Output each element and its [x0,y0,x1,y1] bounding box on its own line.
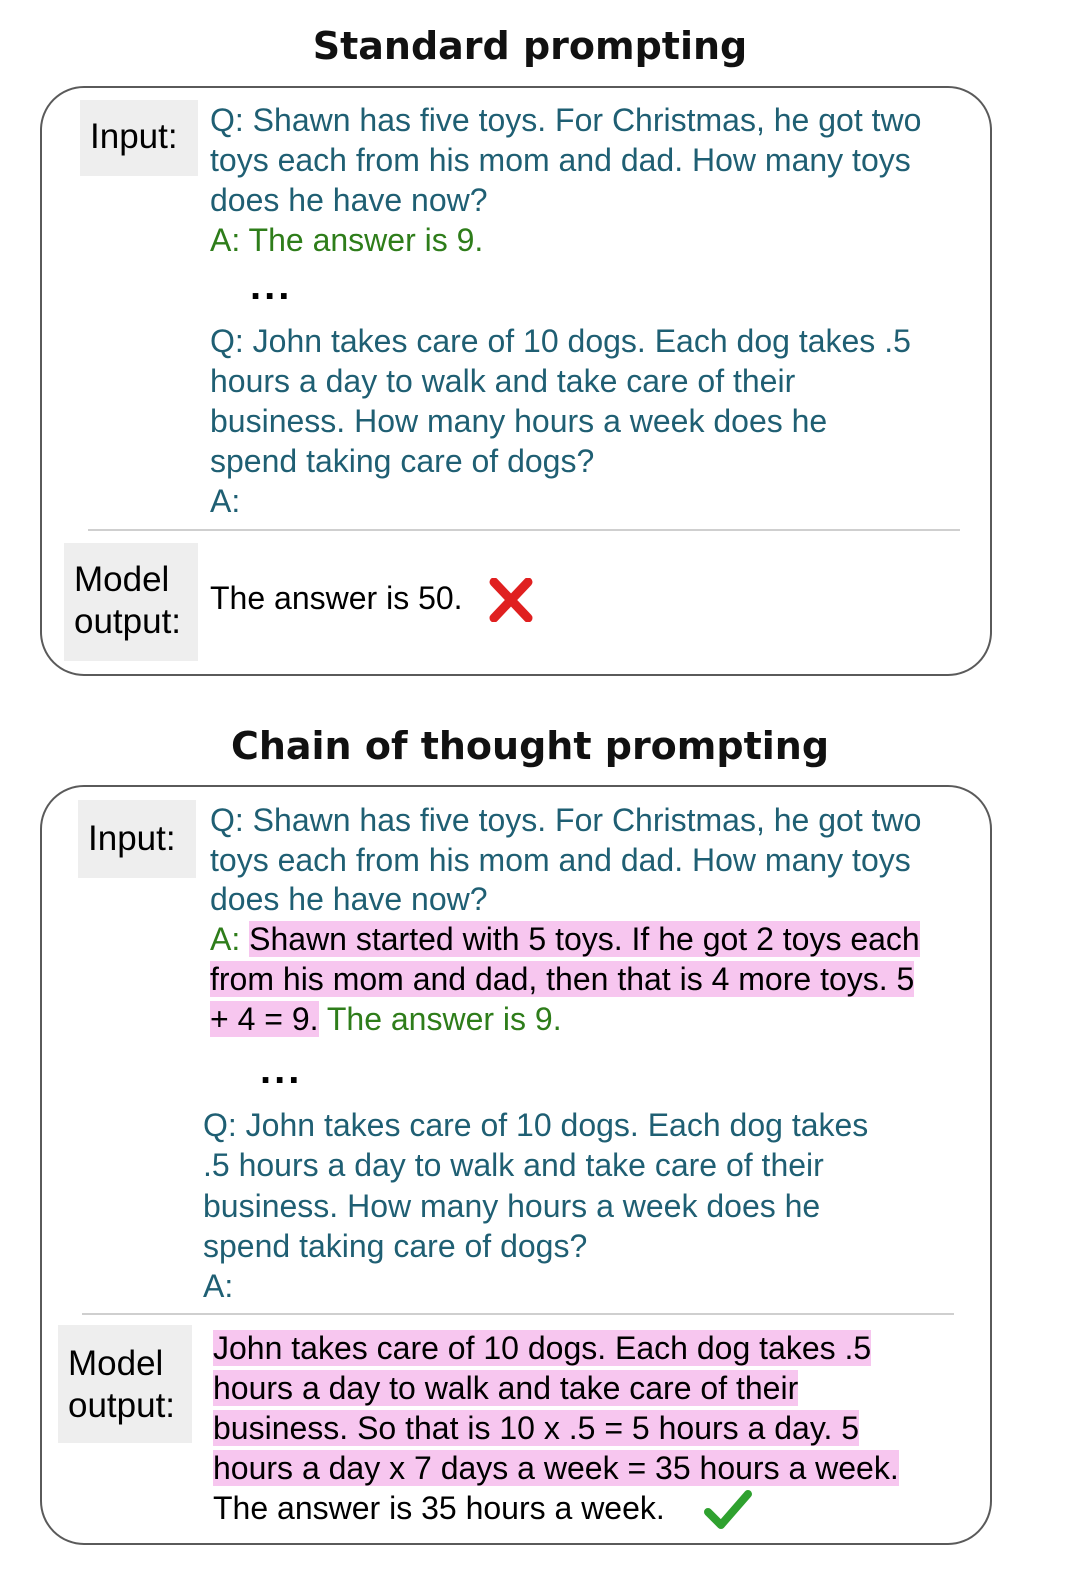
cot-output-reasoning: hours a day x 7 days a week = 35 hours a week. [213,1450,899,1486]
cot-output-label [58,1325,192,1443]
cot-q2-line: Q: John takes care of 10 dogs. Each dog takes [203,1107,869,1143]
cot-a1-line [210,999,562,1039]
standard-a2: A: [210,483,241,519]
standard-a1: A: The answer is 9. [210,222,484,258]
cot-output-line [213,1448,899,1488]
cot-divider [82,1313,954,1315]
cot-a1-answer: The answer is 9. [318,1001,562,1037]
standard-q2-line: business. How many hours a week does he [210,403,828,439]
cot-title: Chain of thought prompting [230,724,830,768]
standard-q1-line: Q: Shawn has five toys. For Christmas, he got two [210,102,922,138]
standard-output-label-line: Model [74,560,170,599]
cot-input-label: Input: [78,800,196,878]
standard-ellipsis: ... [250,264,293,308]
cot-a1-prefix: A: [210,921,250,957]
standard-input-label: Input: [80,100,198,176]
standard-divider [88,529,960,531]
green-check-icon [704,1488,752,1532]
cot-output-line [213,1328,871,1368]
standard-q2-line: hours a day to walk and take care of their [210,363,796,399]
cot-output-line [213,1408,859,1448]
cot-output-label-line: Model [68,1344,164,1383]
cot-q2-line: spend taking care of dogs? [203,1228,588,1264]
cot-q1-line: toys each from his mom and dad. How many toys [210,842,911,878]
cot-a1-reasoning: Shawn started with 5 toys. If he got 2 toys each [249,921,920,957]
red-x-icon [488,578,534,622]
cot-output-reasoning: hours a day to walk and take care of their [213,1370,799,1406]
cot-q2-line: .5 hours a day to walk and take care of their [203,1147,824,1183]
cot-ellipsis: ... [260,1048,303,1092]
cot-q2-line: business. How many hours a week does he [203,1188,821,1224]
cot-a1-line [210,919,920,959]
cot-a2: A: [203,1268,234,1304]
cot-q1-line: Q: Shawn has five toys. For Christmas, he got two [210,802,922,838]
cot-output-reasoning: John takes care of 10 dogs. Each dog takes .5 [213,1330,872,1366]
standard-output-label [64,543,198,661]
standard-q2-line: spend taking care of dogs? [210,443,595,479]
cot-output-reasoning: business. So that is 10 x .5 = 5 hours a day. 5 [213,1410,860,1446]
standard-q1-line: does he have now? [210,182,488,218]
cot-output-line [213,1368,798,1408]
standard-output-label-line: output: [74,602,182,641]
cot-a1-reasoning: from his mom and dad, then that is 4 more toys. 5 [210,961,915,997]
standard-title: Standard prompting [312,24,748,68]
cot-output-answer: The answer is 35 hours a week. [213,1490,665,1526]
standard-q2-line: Q: John takes care of 10 dogs. Each dog takes .5 [210,323,911,359]
cot-a1-line [210,959,914,999]
cot-q1-line: does he have now? [210,881,488,917]
standard-q1-line: toys each from his mom and dad. How many toys [210,142,911,178]
standard-output: The answer is 50. [210,580,463,616]
cot-output-label-line: output: [68,1386,176,1425]
cot-a1-reasoning: + 4 = 9. [210,1001,319,1037]
